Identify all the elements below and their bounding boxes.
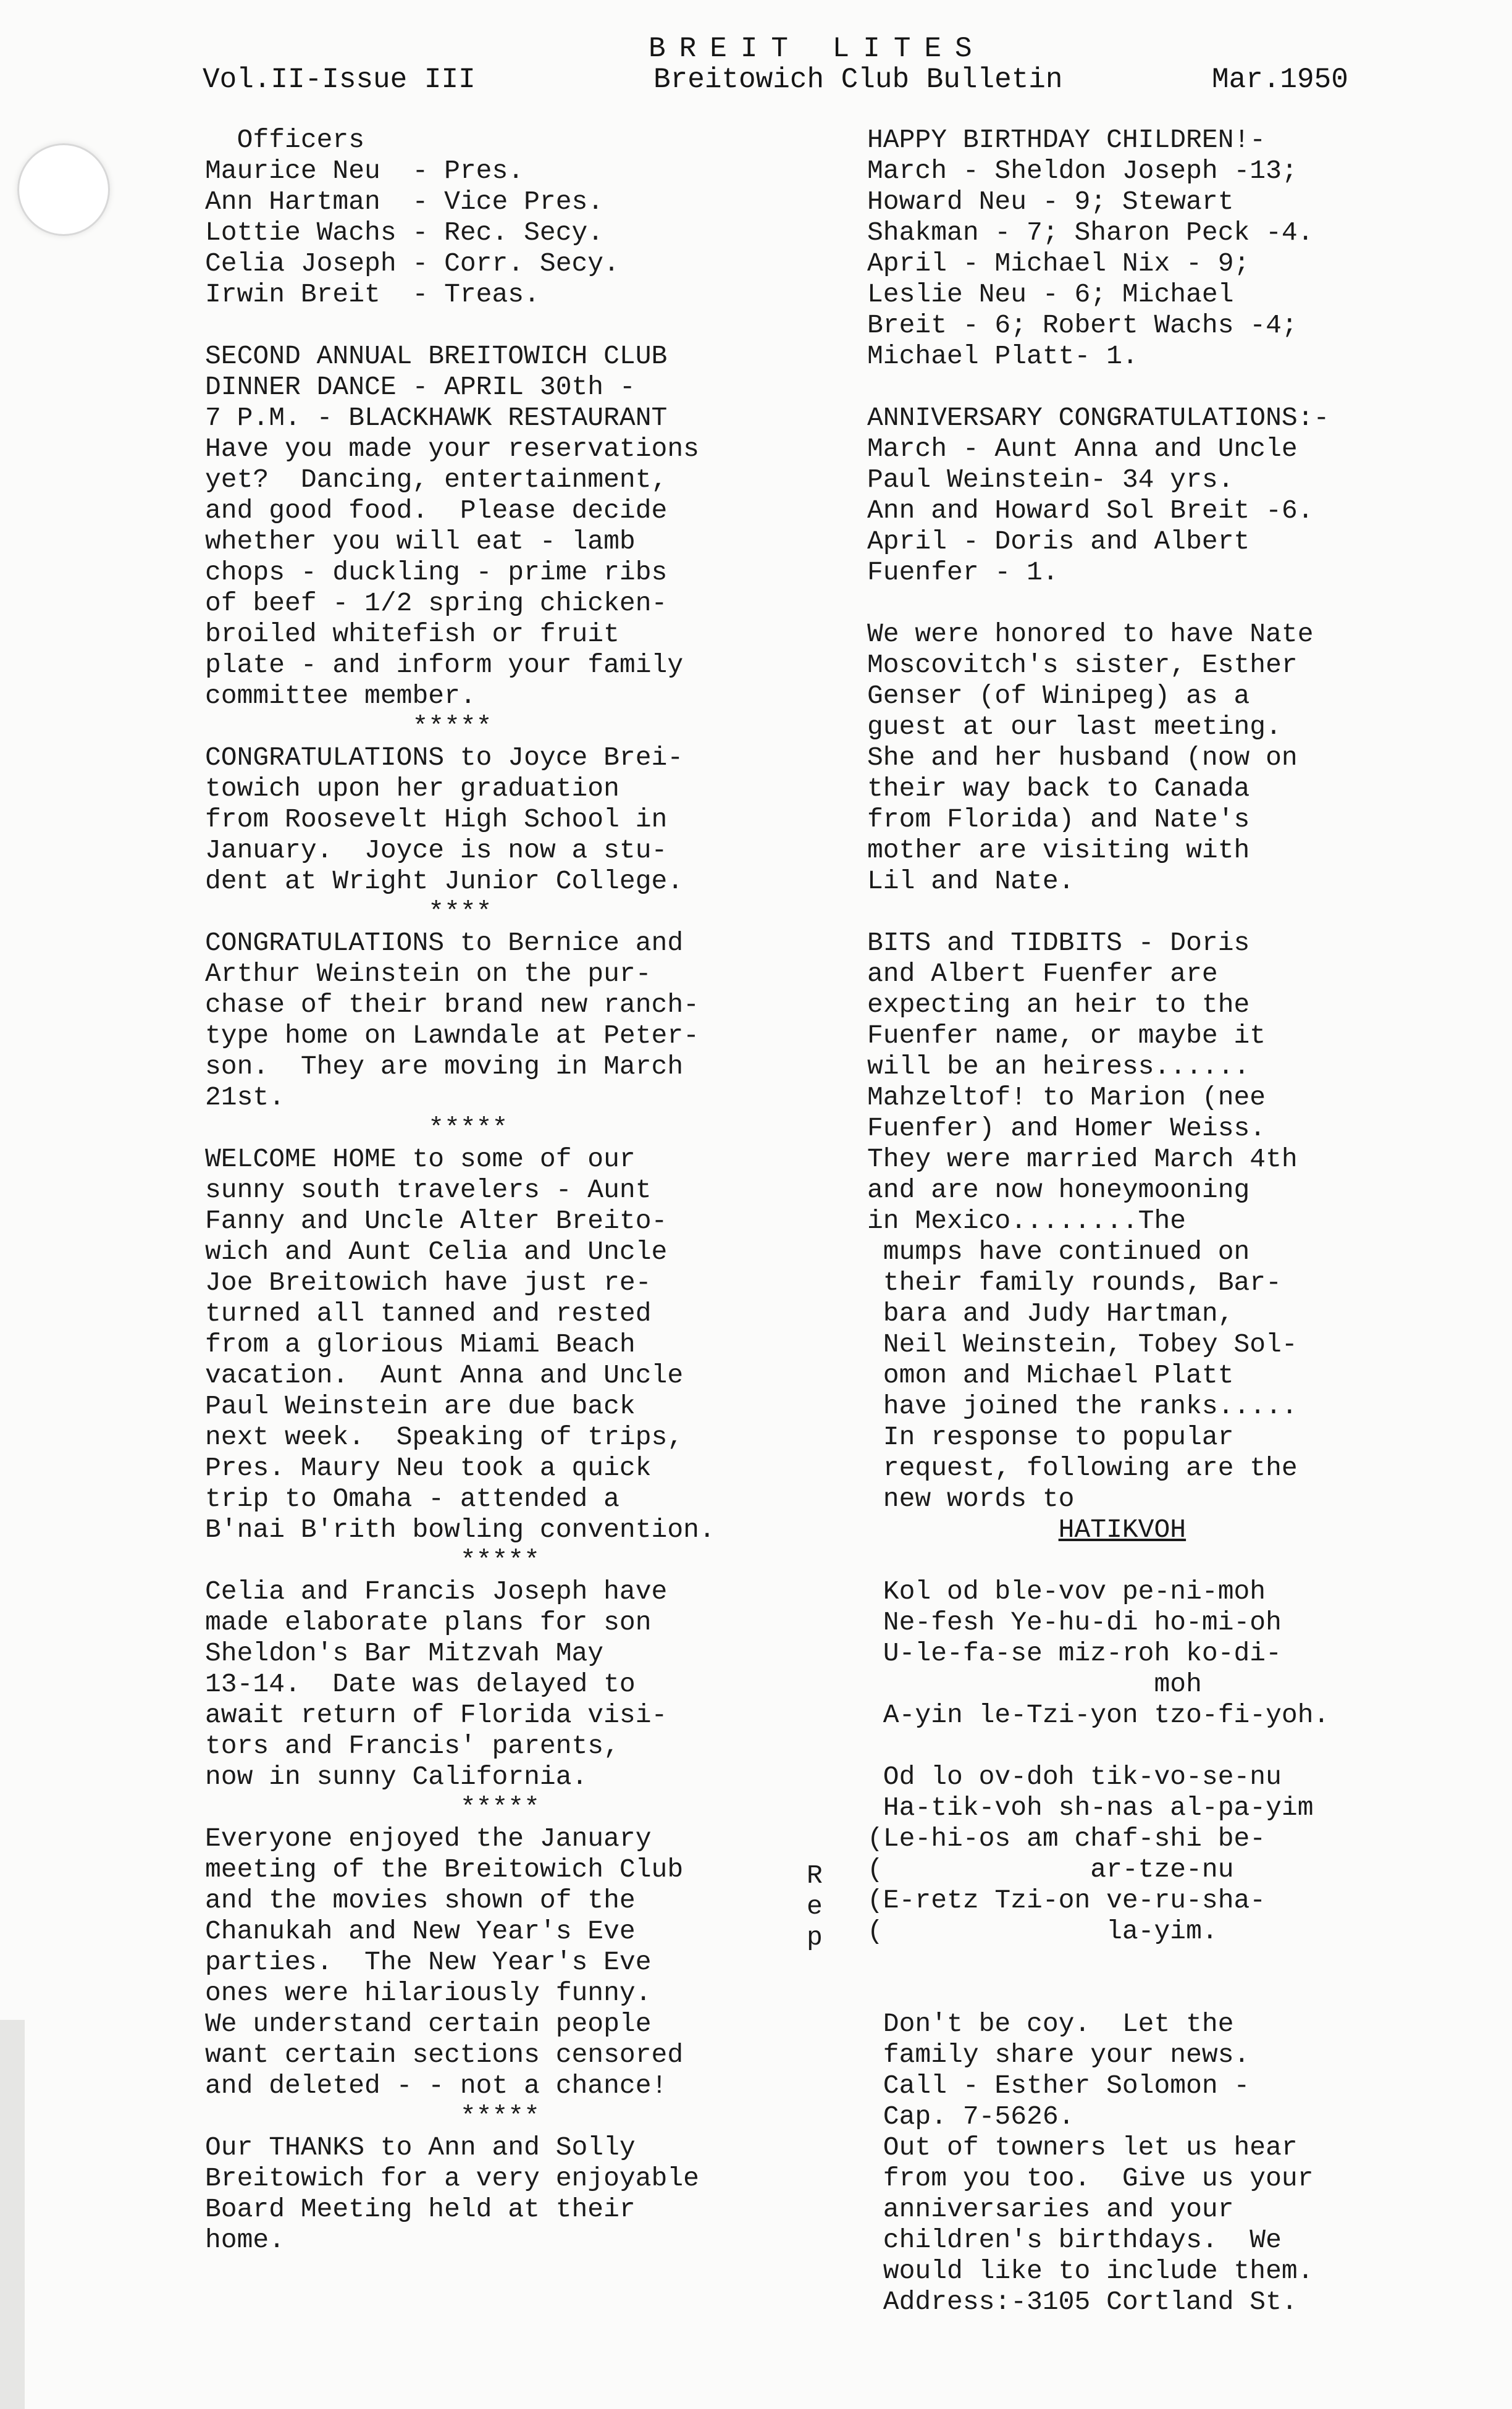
text-line: committee member. bbox=[205, 681, 476, 711]
closing-line: would like to include them. bbox=[867, 2256, 1314, 2286]
text-line: towich upon her graduation bbox=[205, 773, 620, 804]
bulletin-subtitle: Breitowich Club Bulletin bbox=[653, 64, 1063, 96]
text-line: and good food. Please decide bbox=[205, 495, 668, 526]
text-line: January. Joyce is now a stu- bbox=[205, 835, 668, 865]
repeat-letter: e bbox=[807, 1891, 823, 1922]
text-line: will be an heiress...... bbox=[867, 1051, 1250, 1082]
text-line: Breitowich for a very enjoyable bbox=[205, 2163, 699, 2193]
text-line: son. They are moving in March bbox=[205, 1051, 684, 1082]
separator-stars: ***** bbox=[205, 2101, 540, 2132]
song-line: ( ar-tze-nu bbox=[867, 1854, 1234, 1885]
text-line: from Roosevelt High School in bbox=[205, 804, 668, 835]
separator-stars: ***** bbox=[205, 1113, 508, 1143]
text-line: turned all tanned and rested bbox=[205, 1298, 652, 1329]
text-line: Everyone enjoyed the January bbox=[205, 1823, 652, 1854]
text-line: from a glorious Miami Beach bbox=[205, 1329, 636, 1360]
text-line bbox=[205, 310, 823, 341]
text-line: wich and Aunt Celia and Uncle bbox=[205, 1237, 668, 1267]
text-line: next week. Speaking of trips, bbox=[205, 1422, 684, 1452]
text-line: Fanny and Uncle Alter Breito- bbox=[205, 1206, 668, 1236]
repeat-letter: p bbox=[807, 1922, 823, 1953]
text-line: in Mexico........The bbox=[867, 1206, 1186, 1236]
scan-edge-shadow bbox=[0, 2020, 25, 2409]
spacer bbox=[867, 1545, 1491, 1576]
text-line: and Albert Fuenfer are bbox=[867, 959, 1218, 989]
text-line: Shakman - 7; Sharon Peck -4. bbox=[867, 217, 1314, 248]
closing-line: Out of towners let us hear bbox=[867, 2132, 1298, 2163]
text-line: Pres. Maury Neu took a quick bbox=[205, 1453, 652, 1483]
song-line: Kol od ble-vov pe-ni-moh bbox=[867, 1576, 1266, 1607]
song-line: Ne-fesh Ye-hu-di ho-mi-oh bbox=[867, 1607, 1282, 1638]
text-line bbox=[867, 897, 1491, 928]
text-line: Arthur Weinstein on the pur- bbox=[205, 959, 652, 989]
text-line: their family rounds, Bar- bbox=[867, 1268, 1282, 1298]
text-line: mother are visiting with bbox=[867, 835, 1250, 865]
text-line: omon and Michael Platt bbox=[867, 1360, 1234, 1390]
text-line: vacation. Aunt Anna and Uncle bbox=[205, 1360, 684, 1390]
text-line: chops - duckling - prime ribs bbox=[205, 557, 668, 587]
song-line: Od lo ov-doh tik-vo-se-nu bbox=[867, 1762, 1282, 1792]
text-line: Our THANKS to Ann and Solly bbox=[205, 2132, 636, 2163]
text-line: Lil and Nate. bbox=[867, 866, 1075, 896]
text-line: Leslie Neu - 6; Michael bbox=[867, 279, 1234, 309]
text-line: Ann Hartman - Vice Pres. bbox=[205, 187, 604, 217]
bulletin-title: BREIT LITES bbox=[649, 33, 986, 65]
separator-stars: **** bbox=[205, 897, 492, 927]
text-line: Fuenfer name, or maybe it bbox=[867, 1020, 1266, 1051]
text-line: CONGRATULATIONS to Bernice and bbox=[205, 928, 684, 958]
closing-line: Cap. 7-5626. bbox=[867, 2101, 1075, 2132]
separator-stars: ***** bbox=[205, 1545, 540, 1576]
closing-line: Don't be coy. Let the bbox=[867, 2009, 1234, 2039]
spacer bbox=[867, 1947, 1491, 1978]
text-line: DINNER DANCE - APRIL 30th - bbox=[205, 372, 636, 402]
song-title bbox=[867, 1515, 1491, 1545]
text-line: home. bbox=[205, 2225, 285, 2255]
text-line: They were married March 4th bbox=[867, 1144, 1298, 1174]
text-line: BITS and TIDBITS - Doris bbox=[867, 928, 1250, 958]
text-line: Maurice Neu - Pres. bbox=[205, 156, 524, 186]
closing-line: Call - Esther Solomon - bbox=[867, 2071, 1250, 2101]
text-line: made elaborate plans for son bbox=[205, 1607, 652, 1638]
text-line: now in sunny California. bbox=[205, 1762, 588, 1792]
text-line: have joined the ranks..... bbox=[867, 1391, 1298, 1421]
text-line: Neil Weinstein, Tobey Sol- bbox=[867, 1329, 1298, 1360]
text-line: broiled whitefish or fruit bbox=[205, 619, 620, 649]
text-line: request, following are the bbox=[867, 1453, 1298, 1483]
song-line: (E-retz Tzi-on ve-ru-sha- bbox=[867, 1885, 1266, 1915]
text-line: We were honored to have Nate bbox=[867, 619, 1314, 649]
text-line: guest at our last meeting. bbox=[867, 712, 1282, 742]
separator-stars: ***** bbox=[205, 1793, 540, 1823]
left-column bbox=[205, 125, 823, 2256]
spacer bbox=[867, 1978, 1491, 2009]
text-line: Officers bbox=[205, 125, 365, 155]
issue-date: Mar.1950 bbox=[1212, 64, 1348, 96]
song-line: A-yin le-Tzi-yon tzo-fi-yoh. bbox=[867, 1700, 1330, 1730]
text-line: await return of Florida visi- bbox=[205, 1700, 668, 1730]
text-line: March - Sheldon Joseph -13; bbox=[867, 156, 1298, 186]
text-line: Chanukah and New Year's Eve bbox=[205, 1916, 636, 1946]
text-line: and are now honeymooning bbox=[867, 1175, 1250, 1205]
song-line: ( la-yim. bbox=[867, 1916, 1218, 1946]
text-line: and the movies shown of the bbox=[205, 1885, 636, 1915]
text-line: chase of their brand new ranch- bbox=[205, 990, 699, 1020]
text-line: trip to Omaha - attended a bbox=[205, 1484, 620, 1514]
text-line: March - Aunt Anna and Uncle bbox=[867, 434, 1298, 464]
text-line: Mahzeltof! to Marion (nee bbox=[867, 1082, 1266, 1112]
text-line: Michael Platt- 1. bbox=[867, 341, 1138, 371]
text-line: Irwin Breit - Treas. bbox=[205, 279, 540, 309]
volume-issue: Vol.II-Issue III bbox=[203, 64, 476, 96]
song-line: moh bbox=[867, 1669, 1202, 1699]
text-line: bara and Judy Hartman, bbox=[867, 1298, 1234, 1329]
text-line: Board Meeting held at their bbox=[205, 2194, 636, 2224]
text-line: parties. The New Year's Eve bbox=[205, 1947, 652, 1977]
text-line: want certain sections censored bbox=[205, 2040, 684, 2070]
text-line: Fuenfer) and Homer Weiss. bbox=[867, 1113, 1266, 1143]
closing-line: from you too. Give us your bbox=[867, 2163, 1314, 2193]
song-line: U-le-fa-se miz-roh ko-di- bbox=[867, 1638, 1282, 1668]
repeat-letter: R bbox=[807, 1860, 823, 1891]
text-line: Moscovitch's sister, Esther bbox=[867, 650, 1298, 680]
closing-line: Address:-3105 Cortland St. bbox=[867, 2287, 1298, 2317]
text-line: their way back to Canada bbox=[867, 773, 1250, 804]
closing-line: children's birthdays. We bbox=[867, 2225, 1282, 2255]
punch-hole bbox=[17, 143, 110, 236]
text-line: CONGRATULATIONS to Joyce Brei- bbox=[205, 742, 684, 773]
text-line: type home on Lawndale at Peter- bbox=[205, 1020, 699, 1051]
song-line: (Le-hi-os am chaf-shi be- bbox=[867, 1823, 1266, 1854]
text-line: Joe Breitowich have just re- bbox=[205, 1268, 652, 1298]
closing-line: family share your news. bbox=[867, 2040, 1250, 2070]
text-line: 21st. bbox=[205, 1082, 285, 1112]
text-line: Lottie Wachs - Rec. Secy. bbox=[205, 217, 604, 248]
text-line: April - Doris and Albert bbox=[867, 526, 1250, 557]
repeat-marker bbox=[807, 1860, 823, 1953]
song-title-text: HATIKVOH bbox=[1058, 1515, 1186, 1545]
text-line bbox=[867, 588, 1491, 619]
right-column bbox=[867, 125, 1491, 2318]
text-line: sunny south travelers - Aunt bbox=[205, 1175, 652, 1205]
text-line: expecting an heir to the bbox=[867, 990, 1250, 1020]
text-line: plate - and inform your family bbox=[205, 650, 684, 680]
text-line bbox=[867, 372, 1491, 403]
text-line: from Florida) and Nate's bbox=[867, 804, 1250, 835]
text-line: meeting of the Breitowich Club bbox=[205, 1854, 684, 1885]
text-line: SECOND ANNUAL BREITOWICH CLUB bbox=[205, 341, 668, 371]
text-line: Paul Weinstein are due back bbox=[205, 1391, 636, 1421]
text-line: ones were hilariously funny. bbox=[205, 1978, 652, 2008]
text-line: April - Michael Nix - 9; bbox=[867, 248, 1250, 279]
text-line: 7 P.M. - BLACKHAWK RESTAURANT bbox=[205, 403, 668, 433]
text-line: She and her husband (now on bbox=[867, 742, 1298, 773]
text-line: Breit - 6; Robert Wachs -4; bbox=[867, 310, 1298, 340]
text-line: Celia Joseph - Corr. Secy. bbox=[205, 248, 620, 279]
text-line: Paul Weinstein- 34 yrs. bbox=[867, 465, 1234, 495]
text-line: Ann and Howard Sol Breit -6. bbox=[867, 495, 1314, 526]
text-line: In response to popular bbox=[867, 1422, 1234, 1452]
text-line: whether you will eat - lamb bbox=[205, 526, 636, 557]
text-line: WELCOME HOME to some of our bbox=[205, 1144, 636, 1174]
text-line: yet? Dancing, entertainment, bbox=[205, 465, 668, 495]
text-line: Howard Neu - 9; Stewart bbox=[867, 187, 1234, 217]
text-line: Fuenfer - 1. bbox=[867, 557, 1059, 587]
text-line: new words to bbox=[867, 1484, 1075, 1514]
text-line: ANNIVERSARY CONGRATULATIONS:- bbox=[867, 403, 1330, 433]
closing-line: anniversaries and your bbox=[867, 2194, 1234, 2224]
text-line: B'nai B'rith bowling convention. bbox=[205, 1515, 715, 1545]
text-line: Genser (of Winipeg) as a bbox=[867, 681, 1250, 711]
spacer bbox=[867, 1731, 1491, 1762]
text-line: and deleted - - not a chance! bbox=[205, 2071, 668, 2101]
text-line: 13-14. Date was delayed to bbox=[205, 1669, 636, 1699]
text-line: Have you made your reservations bbox=[205, 434, 699, 464]
text-line: of beef - 1/2 spring chicken- bbox=[205, 588, 668, 618]
text-line: We understand certain people bbox=[205, 2009, 652, 2039]
text-line: Celia and Francis Joseph have bbox=[205, 1576, 668, 1607]
text-line: mumps have continued on bbox=[867, 1237, 1250, 1267]
text-line: tors and Francis' parents, bbox=[205, 1731, 620, 1761]
text-line: Sheldon's Bar Mitzvah May bbox=[205, 1638, 604, 1668]
text-line: HAPPY BIRTHDAY CHILDREN!- bbox=[867, 125, 1266, 155]
song-line: Ha-tik-voh sh-nas al-pa-yim bbox=[867, 1793, 1314, 1823]
text-line: dent at Wright Junior College. bbox=[205, 866, 684, 896]
separator-stars: ***** bbox=[205, 712, 492, 742]
